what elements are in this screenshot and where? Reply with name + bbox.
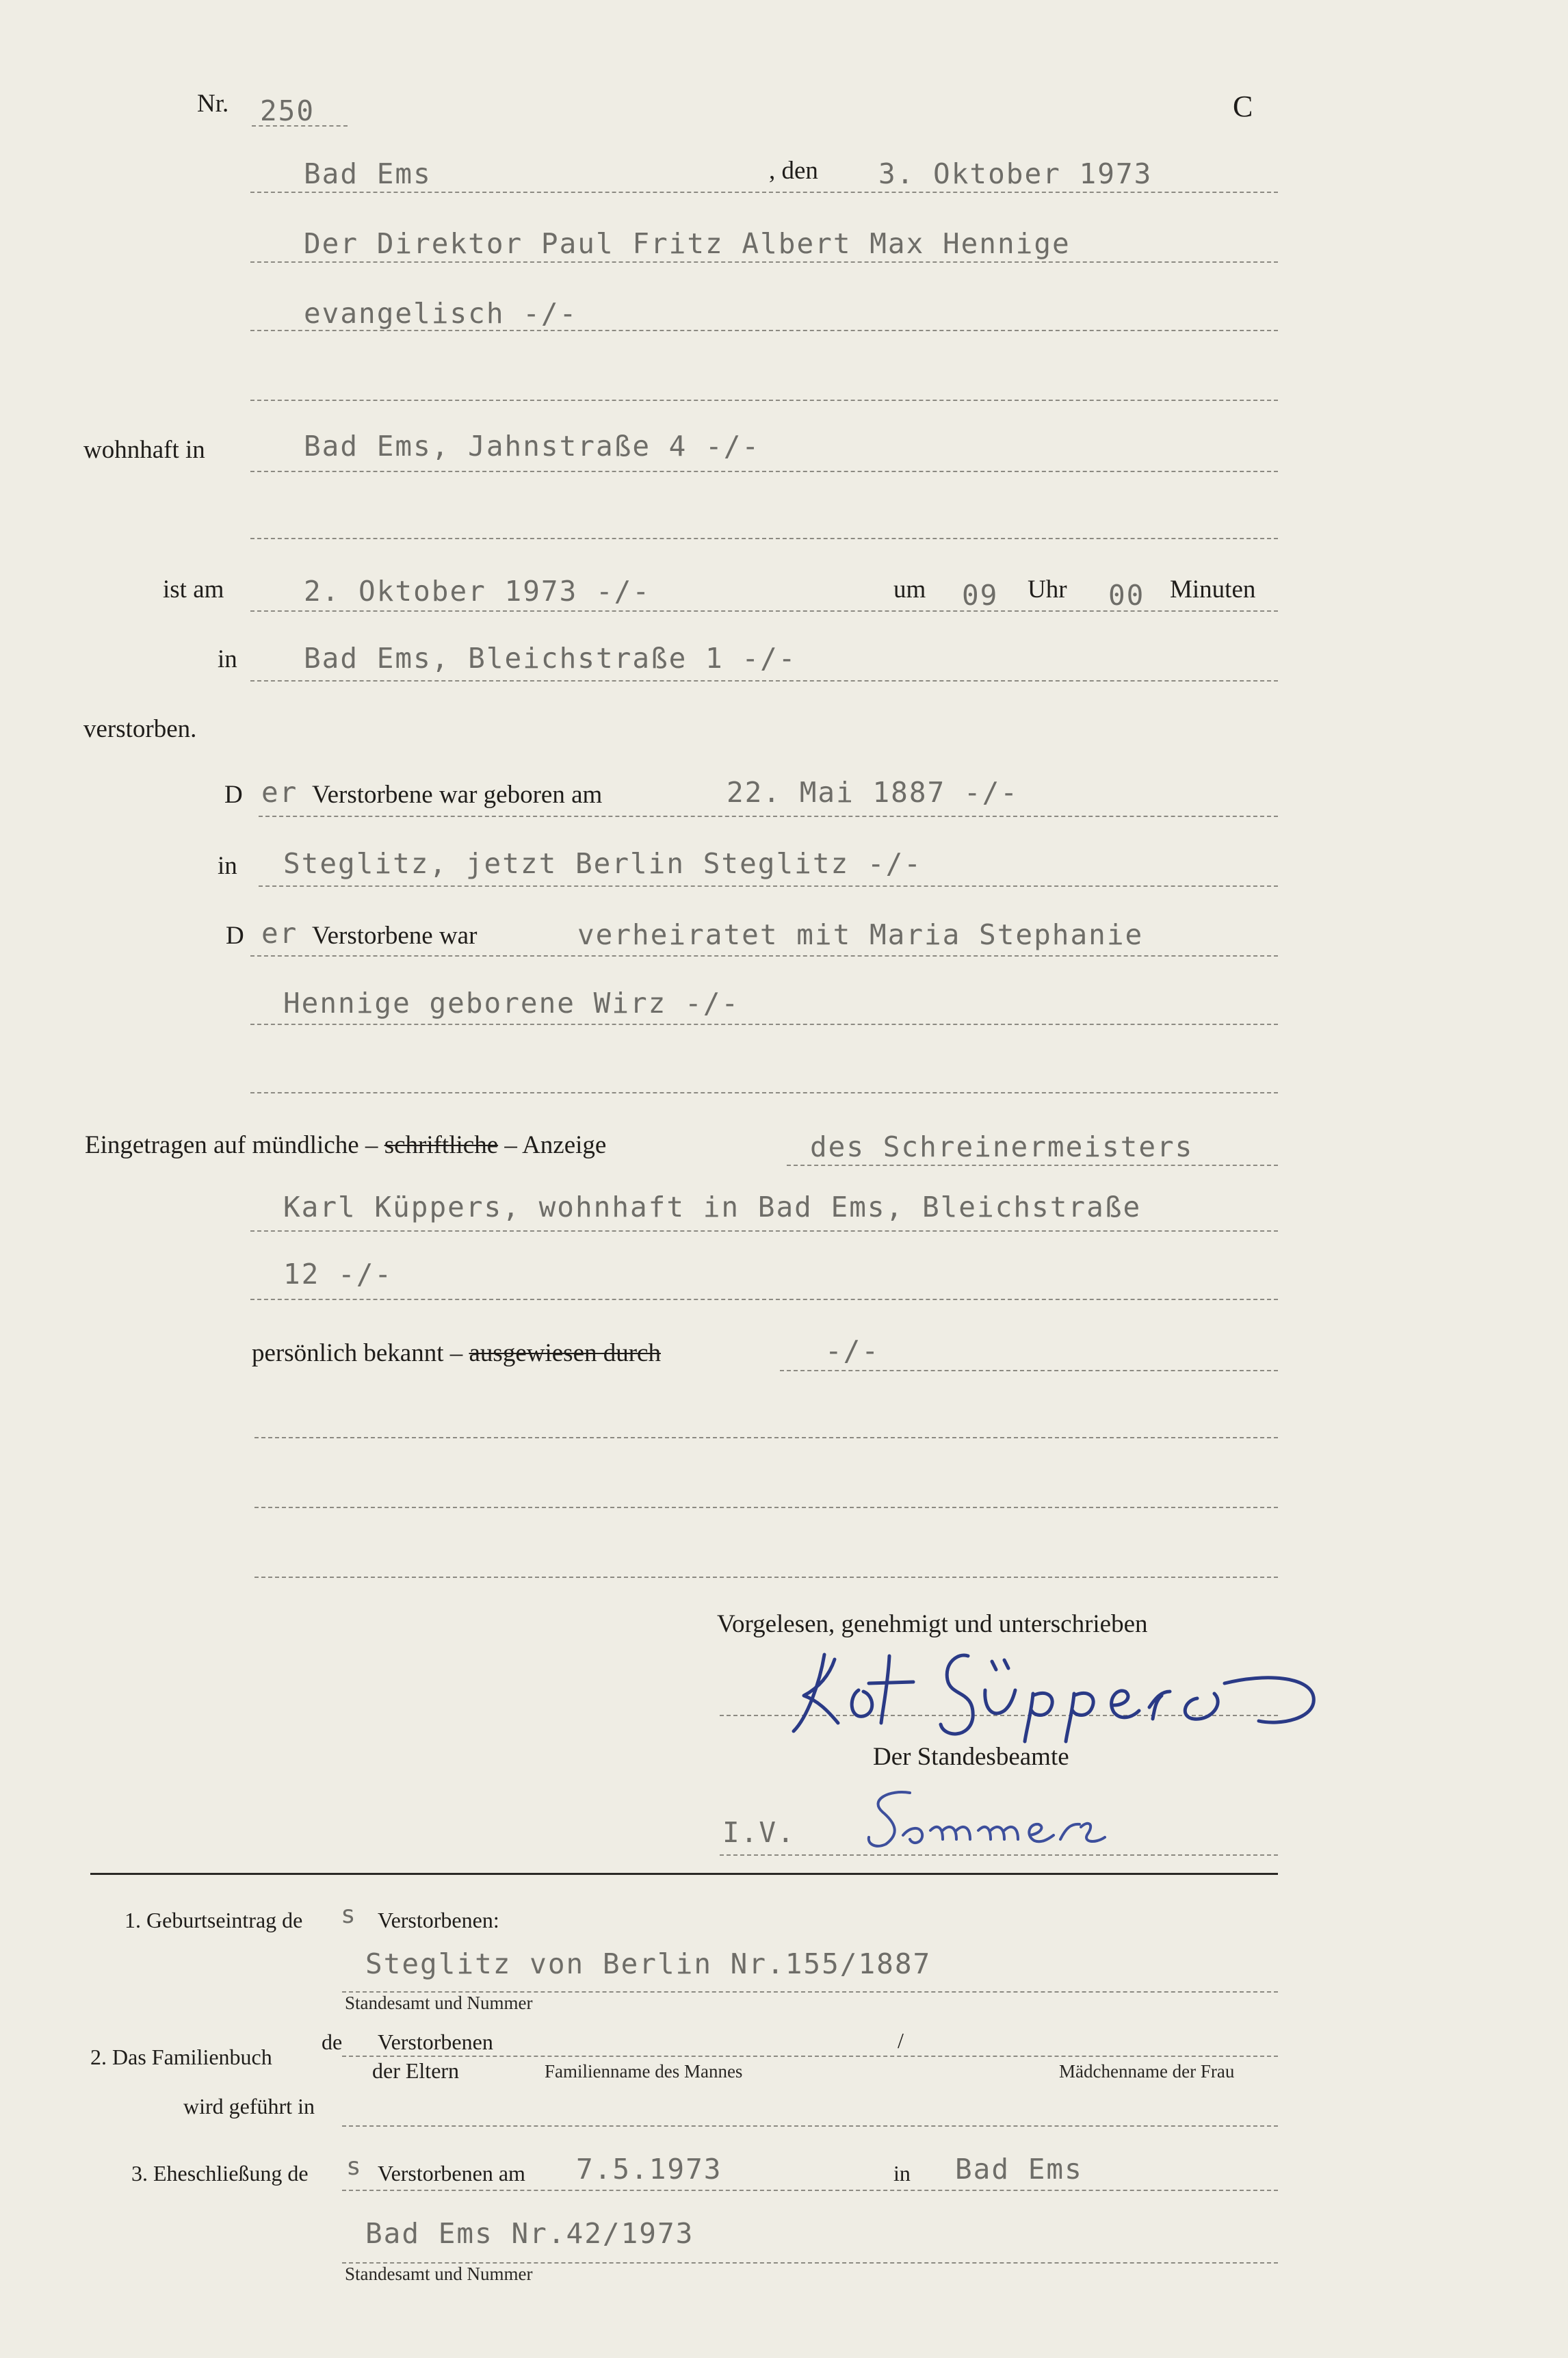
item2-slash: / bbox=[898, 2028, 904, 2053]
item3-suffix: s bbox=[346, 2153, 363, 2181]
blank-line-2 bbox=[250, 538, 1278, 539]
marital-line2: Hennige geborene Wirz -/- bbox=[283, 987, 740, 1020]
um-label: um bbox=[893, 575, 926, 604]
marital-suffix: er bbox=[261, 917, 298, 950]
den-label: , den bbox=[769, 157, 818, 185]
item1-suffix: s bbox=[341, 1901, 357, 1929]
item1-label-2: Verstorbenen: bbox=[378, 1908, 499, 1932]
item3-caption: Standesamt und Nummer bbox=[345, 2264, 533, 2284]
read-approved-label: Vorgelesen, genehmigt und unterschrieben bbox=[717, 1610, 1148, 1638]
known-label-part1: persönlich bekannt – bbox=[252, 1339, 463, 1367]
birth-in-label: in bbox=[218, 852, 237, 880]
birth-suffix: er bbox=[261, 776, 298, 809]
birth-label: Verstorbene war geboren am bbox=[312, 781, 603, 809]
death-minutes: 00 bbox=[1108, 579, 1145, 612]
known-line bbox=[780, 1370, 1278, 1371]
item3-place: Bad Ems bbox=[955, 2153, 1083, 2186]
nr-value: 250 bbox=[260, 94, 315, 127]
registrar-signature bbox=[862, 1786, 1231, 1854]
marital-line-2 bbox=[250, 1024, 1278, 1025]
item2-option-parents: der Eltern bbox=[372, 2058, 460, 2083]
registration-line1: des Schreinermeisters bbox=[810, 1130, 1194, 1163]
registration-line-2 bbox=[250, 1230, 1278, 1232]
item3-value: Bad Ems Nr.42/1973 bbox=[365, 2217, 694, 2250]
nr-line bbox=[252, 125, 348, 127]
blank-line-5 bbox=[254, 1507, 1278, 1508]
registration-line-3 bbox=[250, 1299, 1278, 1300]
religion-value: evangelisch -/- bbox=[304, 297, 578, 330]
registration-line3: 12 -/- bbox=[283, 1258, 393, 1291]
blank-line-1 bbox=[250, 400, 1278, 401]
blank-line-4 bbox=[254, 1437, 1278, 1438]
item2-caption-husband: Familienname des Mannes bbox=[545, 2061, 743, 2082]
item2-de: de bbox=[322, 2030, 343, 2054]
death-hour: 09 bbox=[962, 579, 999, 612]
item2-label-2: wird geführt in bbox=[183, 2094, 315, 2119]
blank-line-6 bbox=[254, 1577, 1278, 1578]
marital-line1: verheiratet mit Maria Stephanie bbox=[577, 918, 1144, 951]
item1-caption: Standesamt und Nummer bbox=[345, 1993, 533, 2013]
religion-line bbox=[250, 330, 1278, 331]
register-letter: C bbox=[1233, 90, 1253, 123]
registrar-signature-line bbox=[720, 1854, 1278, 1856]
name-line bbox=[250, 261, 1278, 263]
marital-d-label: D bbox=[226, 922, 244, 950]
item3-label-2: Verstorbenen am bbox=[378, 2161, 525, 2186]
informant-signature bbox=[787, 1642, 1327, 1745]
birth-place-line bbox=[259, 885, 1278, 887]
item2-label: 2. Das Familienbuch bbox=[90, 2045, 272, 2069]
iv-label: I.V. bbox=[722, 1816, 796, 1849]
registration-label-part1: Eingetragen auf mündliche – bbox=[85, 1131, 378, 1159]
item2-caption-wife: Mädchenname der Frau bbox=[1059, 2061, 1235, 2082]
item3-in-label: in bbox=[893, 2161, 911, 2186]
birth-d-label: D bbox=[224, 781, 243, 809]
wohnhaft-line bbox=[250, 471, 1278, 472]
registration-line2: Karl Küppers, wohnhaft in Bad Ems, Bleichstraße bbox=[283, 1191, 1142, 1223]
birth-date-line bbox=[259, 816, 1278, 817]
birth-place: Steglitz, jetzt Berlin Steglitz -/- bbox=[283, 847, 922, 880]
death-date: 2. Oktober 1973 -/- bbox=[304, 575, 651, 608]
registration-label-struck: schriftliche bbox=[384, 1131, 499, 1159]
marital-line-1 bbox=[250, 955, 1278, 957]
uhr-label: Uhr bbox=[1028, 575, 1067, 604]
verstorben-label: verstorben. bbox=[83, 715, 197, 743]
nr-label: Nr. bbox=[197, 90, 229, 118]
item1-label: 1. Geburtseintrag de bbox=[125, 1908, 303, 1932]
minuten-label: Minuten bbox=[1170, 575, 1256, 604]
date-value: 3. Oktober 1973 bbox=[878, 157, 1153, 190]
item2-place-line bbox=[342, 2125, 1278, 2127]
item2-option-deceased: Verstorbenen bbox=[378, 2030, 493, 2054]
known-value: -/- bbox=[825, 1334, 880, 1367]
registration-label bbox=[85, 1130, 606, 1160]
registration-line-1 bbox=[787, 1165, 1278, 1166]
known-label bbox=[252, 1338, 661, 1368]
marital-label: Verstorbene war bbox=[312, 922, 478, 950]
item2-line bbox=[342, 2056, 1278, 2057]
registration-label-part2: – Anzeige bbox=[504, 1131, 607, 1159]
person-name: Der Direktor Paul Fritz Albert Max Hennige bbox=[304, 227, 1071, 260]
wohnhaft-label: wohnhaft in bbox=[83, 436, 205, 464]
item3-date: 7.5.1973 bbox=[576, 2153, 722, 2186]
death-place-line bbox=[250, 680, 1278, 682]
date-line bbox=[250, 192, 1278, 193]
blank-line-3 bbox=[250, 1092, 1278, 1093]
birth-date: 22. Mai 1887 -/- bbox=[727, 776, 1019, 809]
death-place: Bad Ems, Bleichstraße 1 -/- bbox=[304, 642, 797, 675]
item3-label: 3. Eheschließung de bbox=[131, 2161, 309, 2186]
item3-line bbox=[342, 2190, 1278, 2191]
ist-am-label: ist am bbox=[163, 575, 224, 604]
death-in-label: in bbox=[218, 645, 237, 673]
wohnhaft-value: Bad Ems, Jahnstraße 4 -/- bbox=[304, 430, 761, 463]
registrar-label: Der Standesbeamte bbox=[873, 1743, 1069, 1771]
death-date-line bbox=[250, 610, 1278, 612]
section-divider bbox=[90, 1873, 1278, 1875]
known-label-struck: ausgewiesen durch bbox=[469, 1339, 661, 1367]
item1-value: Steglitz von Berlin Nr.155/1887 bbox=[365, 1947, 932, 1980]
place-value: Bad Ems bbox=[304, 157, 432, 190]
